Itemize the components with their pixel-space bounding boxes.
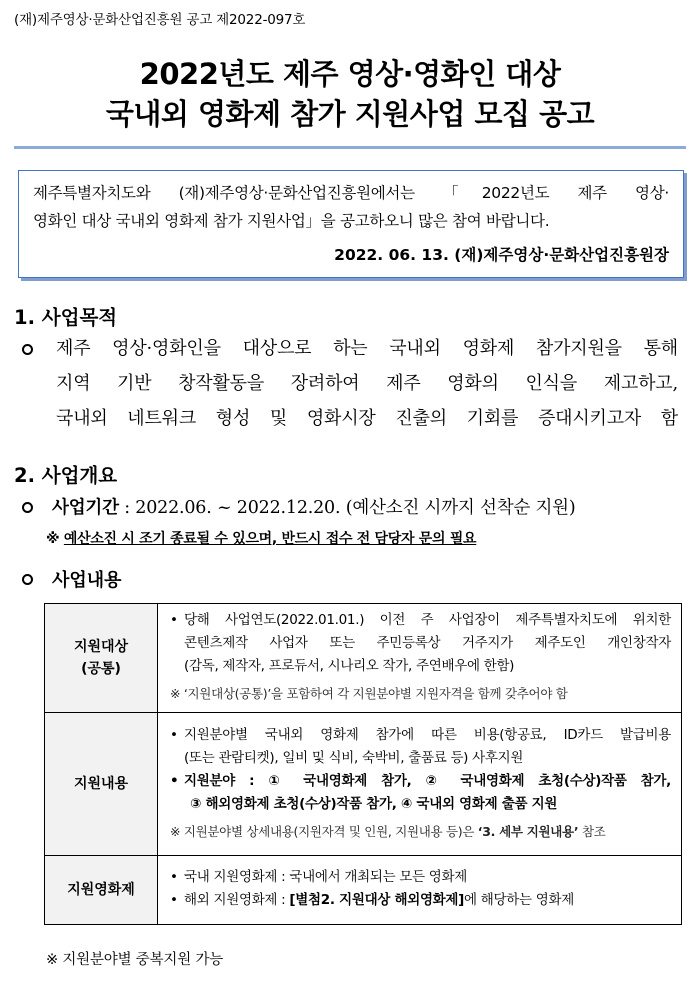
eligibility-body	[158, 604, 682, 713]
support-content-head: 지원내용	[45, 713, 158, 856]
warning-text: 예산소진 시 조기 종료될 수 있으며, 반드시 접수 전 담당자 문의 필요	[63, 531, 477, 547]
budget-warning	[46, 528, 476, 548]
eligibility-head-line2: (공통)	[81, 661, 121, 677]
page-title-line2: 국내외 영화제 참가 지원사업 모집 공고	[105, 97, 595, 131]
section1-line1: 제주 영상·영화인을 대상으로 하는 국내외 영화제 참가지원을 통해	[56, 338, 678, 359]
support-field-bullet	[170, 770, 671, 816]
eligibility-line3: (감독, 제작자, 프로듀서, 시나리오 작가, 주연배우에 한함)	[184, 658, 515, 674]
section1-heading: 1. 사업목적	[14, 306, 118, 329]
section1-bullet-circle-icon	[22, 344, 33, 355]
intro-signature: 2022. 06. 13. (재)제주영상·문화산업진흥원장	[334, 246, 669, 264]
section2-heading: 2. 사업개요	[14, 464, 118, 487]
support-note-bold: ‘3. 세부 지원내용’	[477, 823, 579, 839]
table-row-festivals	[45, 856, 682, 925]
support-info-table	[44, 603, 682, 925]
section1-line2: 지역 기반 창작활동을 장려하여 제주 영화의 인식을 제고하고,	[56, 373, 678, 394]
period-value: : 2022.06. ~ 2022.12.20. (예산소진 시까지 선착순 지원)	[124, 498, 576, 518]
support-note-pre: ※ 지원분야별 상세내용(지원자격 및 인원, 지원내용 등)은	[170, 823, 478, 839]
eligibility-note: ※ ‘지원대상(공통)’을 포함하여 각 지원분야별 지원자격을 함께 갖추어야 함	[170, 686, 568, 701]
support-cost-bullet	[170, 724, 671, 770]
table-row-eligibility	[45, 604, 682, 713]
domestic-festival-bullet: • 국내 지원영화제 : 국내에서 개최되는 모든 영화제	[170, 866, 671, 889]
section1-line3: 국내외 네트워크 형성 및 영화시장 진출의 기회를 증대시키고자 함	[56, 408, 678, 429]
section1-paragraph	[56, 331, 678, 436]
support-content-body	[158, 713, 682, 856]
eligibility-head-line1: 지원대상	[73, 639, 129, 655]
festivals-head: 지원영화제	[45, 856, 158, 925]
support-field-line2: ③ 해외영화제 초청(수상)작품 참가, ④ 국내외 영화제 출품 지원	[190, 795, 558, 812]
overseas-festival-bold: [별첨2. 지원대상 해외영화제]	[289, 892, 465, 908]
overseas-festival-bullet	[170, 889, 671, 912]
eligibility-line2: 콘텐츠제작 사업자 또는 주민등록상 거주지가 제주도인 개인창작자	[184, 635, 671, 651]
period-bullet-circle-icon	[22, 502, 33, 513]
content-bullet-circle-icon	[22, 574, 33, 585]
period-row	[52, 494, 576, 519]
support-field-line1: • 지원분야 : ① 국내영화제 참가, ② 국내영화제 초청(수상)작품 참가,	[184, 772, 671, 789]
content-heading: 사업내용	[52, 570, 122, 591]
period-label: 사업기간	[52, 498, 119, 518]
overseas-festival-pre: 해외 지원영화제 :	[184, 892, 290, 908]
support-content-note	[170, 820, 671, 843]
eligibility-line1: • 당해 사업연도(2022.01.01.) 이전 주 사업장이 제주특별자치도에 위치한	[184, 612, 671, 628]
warning-mark: ※	[46, 531, 60, 547]
festivals-body	[158, 856, 682, 925]
support-cost-line2: (또는 관람티켓), 일비 및 식비, 숙박비, 출품료 등) 사후지원	[184, 749, 524, 766]
intro-line2: 영화인 대상 국내외 영화제 참가 지원사업」을 공고하오니 많은 참여 바랍니다.	[33, 212, 550, 230]
table-row-support-content	[45, 713, 682, 856]
eligibility-bullet	[170, 609, 671, 678]
page-title-line1: 2022년도 제주 영상·영화인 대상	[139, 57, 561, 91]
duplicate-support-footnote: ※ 지원분야별 중복지원 가능	[46, 952, 224, 968]
notice-number: (재)제주영상·문화산업진흥원 공고 제2022-097호	[14, 12, 306, 28]
overseas-festival-post: 에 해당하는 영화제	[464, 892, 574, 908]
intro-box	[18, 170, 684, 278]
support-cost-line1: • 지원분야별 국내외 영화제 참가에 따른 비용(항공료, ID카드 발급비용	[184, 726, 671, 743]
intro-line1: 제주특별자치도와 (재)제주영상·문화산업진흥원에서는 「2022년도 제주 영상·	[33, 184, 669, 202]
title-divider	[14, 146, 686, 149]
intro-text	[33, 179, 669, 235]
eligibility-head	[45, 604, 158, 713]
support-note-post: 참조	[578, 823, 606, 839]
